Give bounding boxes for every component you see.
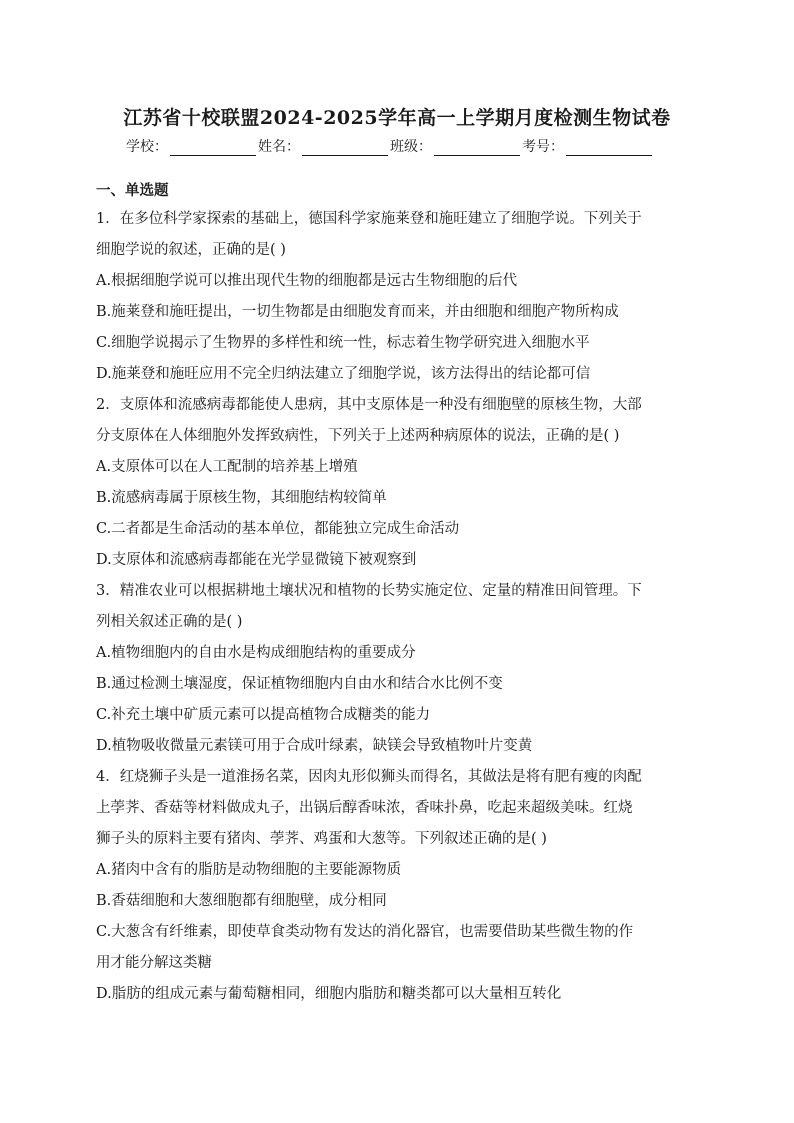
class-label: 班级： [390,139,432,155]
option-c: C.大葱含有纤维素，即使草食类动物有发达的消化器官，也需要借助某些微生物的作 [96,924,634,940]
question-stem: 4．红烧狮子头是一道淮扬名菜，因肉丸形似狮头而得名，其做法是将有肥有瘦的肉配 [96,769,642,785]
exam-number-label: 考号： [522,139,564,155]
question-stem: 3．精准农业可以根据耕地土壤状况和植物的长势实施定位、定量的精准田间管理。下 [96,583,642,599]
question-4 [96,762,704,1010]
question-stem: 1．在多位科学家探索的基础上，德国科学家施莱登和施旺建立了细胞学说。下列关于 [96,211,642,227]
option-d: D.支原体和流感病毒都能在光学显微镜下被观察到 [96,552,417,568]
question-stem: 分支原体在人体细胞外发挥致病性，下列关于上述两种病原体的说法，正确的是( ) [96,428,620,444]
school-label: 学校： [126,139,168,155]
option-b: B.通过检测土壤湿度，保证植物细胞内自由水和结合水比例不变 [96,676,503,692]
question-3 [96,576,704,762]
exam-content [96,180,704,1010]
option-a: A.植物细胞内的自由水是构成细胞结构的重要成分 [96,645,416,661]
option-d: D.植物吸收微量元素镁可用于合成叶绿素，缺镁会导致植物叶片变黄 [96,738,533,754]
option-b: B.流感病毒属于原核生物，其细胞结构较简单 [96,490,387,506]
school-blank [170,140,256,156]
student-info-row [126,136,686,156]
exam-title: 江苏省十校联盟2024-2025学年高一上学期月度检测生物试卷 [123,107,671,129]
option-a: A.根据细胞学说可以推出现代生物的细胞都是远古生物细胞的后代 [96,273,518,289]
option-c: C.二者都是生命活动的基本单位，都能独立完成生命活动 [96,521,460,537]
question-stem: 列相关叙述正确的是( ) [96,614,243,630]
option-a: A.支原体可以在人工配制的培养基上增殖 [96,459,358,475]
exam-number-blank [566,140,652,156]
question-stem: 2．支原体和流感病毒都能使人患病，其中支原体是一种没有细胞壁的原核生物，大部 [96,397,642,413]
option-c-continued: 用才能分解这类糖 [96,955,212,971]
option-d: D.施莱登和施旺应用不完全归纳法建立了细胞学说，该方法得出的结论都可信 [96,366,591,382]
option-b: B.施莱登和施旺提出，一切生物都是由细胞发育而来，并由细胞和细胞产物所构成 [96,304,619,320]
option-d: D.脂肪的组成元素与葡萄糖相同，细胞内脂肪和糖类都可以大量相互转化 [96,986,562,1002]
question-stem: 上荸荠、香菇等材料做成丸子，出锅后醇香味浓，香味扑鼻，吃起来超级美味。红烧 [96,800,633,816]
question-2 [96,390,704,576]
option-c: C.细胞学说揭示了生物界的多样性和统一性，标志着生物学研究进入细胞水平 [96,335,590,351]
question-1 [96,204,704,390]
section-heading: 一、单选题 [96,182,169,199]
class-blank [434,140,520,156]
option-b: B.香菇细胞和大葱细胞都有细胞壁，成分相同 [96,893,387,909]
name-label: 姓名： [258,139,300,155]
option-a: A.猪肉中含有的脂肪是动物细胞的主要能源物质 [96,862,402,878]
question-stem: 狮子头的原料主要有猪肉、荸荠、鸡蛋和大葱等。下列叙述正确的是( ) [96,831,547,847]
name-blank [302,140,388,156]
option-c: C.补充土壤中矿质元素可以提高植物合成糖类的能力 [96,707,431,723]
question-stem: 细胞学说的叙述，正确的是( ) [96,242,286,258]
